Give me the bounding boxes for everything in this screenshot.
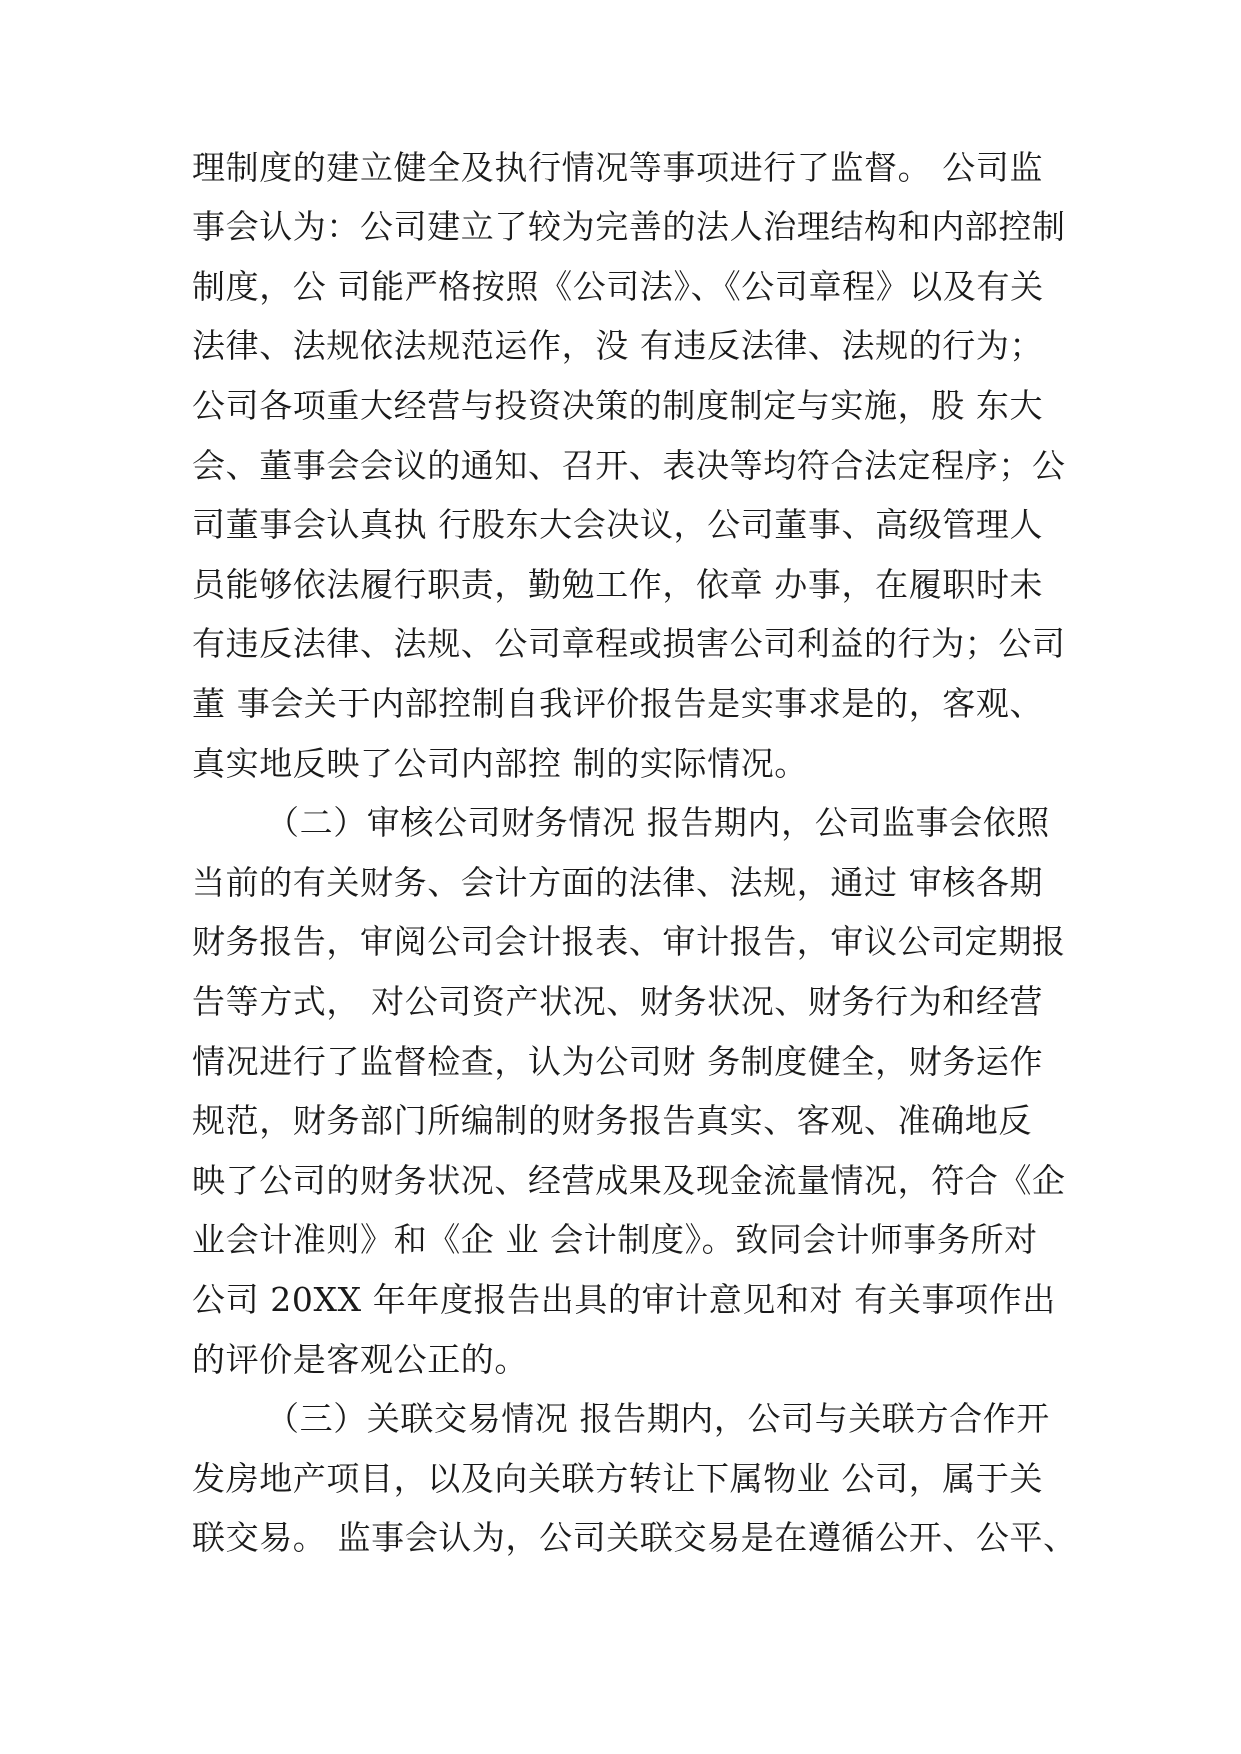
section-heading-line: （三）关联交易情况 报告期内，公司与关联方合作开	[266, 1399, 1050, 1438]
text-line: 公司各项重大经营与投资决策的制度制定与实施，股 东大	[192, 386, 1044, 425]
text-line: 有违反法律、法规、公司章程或损害公司利益的行为；公司	[192, 624, 1066, 663]
section-heading-line: （二）审核公司财务情况 报告期内，公司监事会依照	[266, 803, 1050, 842]
text-line: 董 事会关于内部控制自我评价报告是实事求是的，客观、	[192, 684, 1044, 723]
text-line: 发房地产项目，以及向关联方转让下属物业 公司，属于关	[192, 1459, 1044, 1498]
text-line: 理制度的建立健全及执行情况等事项进行了监督。 公司监	[192, 148, 1044, 187]
text-line: 联交易。 监事会认为，公司关联交易是在遵循公开、公平、	[192, 1518, 1077, 1557]
text-line: 告等方式， 对公司资产状况、财务状况、财务行为和经营	[192, 982, 1044, 1021]
text-line: 的评价是客观公正的。	[192, 1340, 528, 1379]
text-line: 财务报告，审阅公司会计报表、审计报告，审议公司定期报	[192, 922, 1066, 961]
text-line: 法律、法规依法规范运作，没 有违反法律、法规的行为；	[192, 326, 1044, 365]
text-line: 规范，财务部门所编制的财务报告真实、客观、准确地反	[192, 1101, 1032, 1140]
text-line: 司董事会认真执 行股东大会决议，公司董事、高级管理人	[192, 505, 1044, 544]
text-line: 当前的有关财务、会计方面的法律、法规，通过 审核各期	[192, 863, 1044, 902]
text-line: 映了公司的财务状况、经营成果及现金流量情况，符合《企	[192, 1161, 1066, 1200]
text-line: 情况进行了监督检查，认为公司财 务制度健全，财务运作	[192, 1042, 1044, 1081]
text-line: 制度，公 司能严格按照《公司法》、《公司章程》以及有关	[192, 267, 1044, 306]
text-line: 员能够依法履行职责，勤勉工作，依章 办事，在履职时未	[192, 565, 1044, 604]
text-line: 业会计准则》和《企 业 会计制度》。致同会计师事务所对	[192, 1220, 1038, 1259]
text-line: 真实地反映了公司内部控 制的实际情况。	[192, 744, 808, 783]
text-line: 事会认为：公司建立了较为完善的法人治理结构和内部控制	[192, 207, 1066, 246]
text-line: 公司 20XX 年年度报告出具的审计意见和对 有关事项作出	[192, 1280, 1056, 1319]
text-line: 会、董事会会议的通知、召开、表决等均符合法定程序；公	[192, 446, 1066, 485]
